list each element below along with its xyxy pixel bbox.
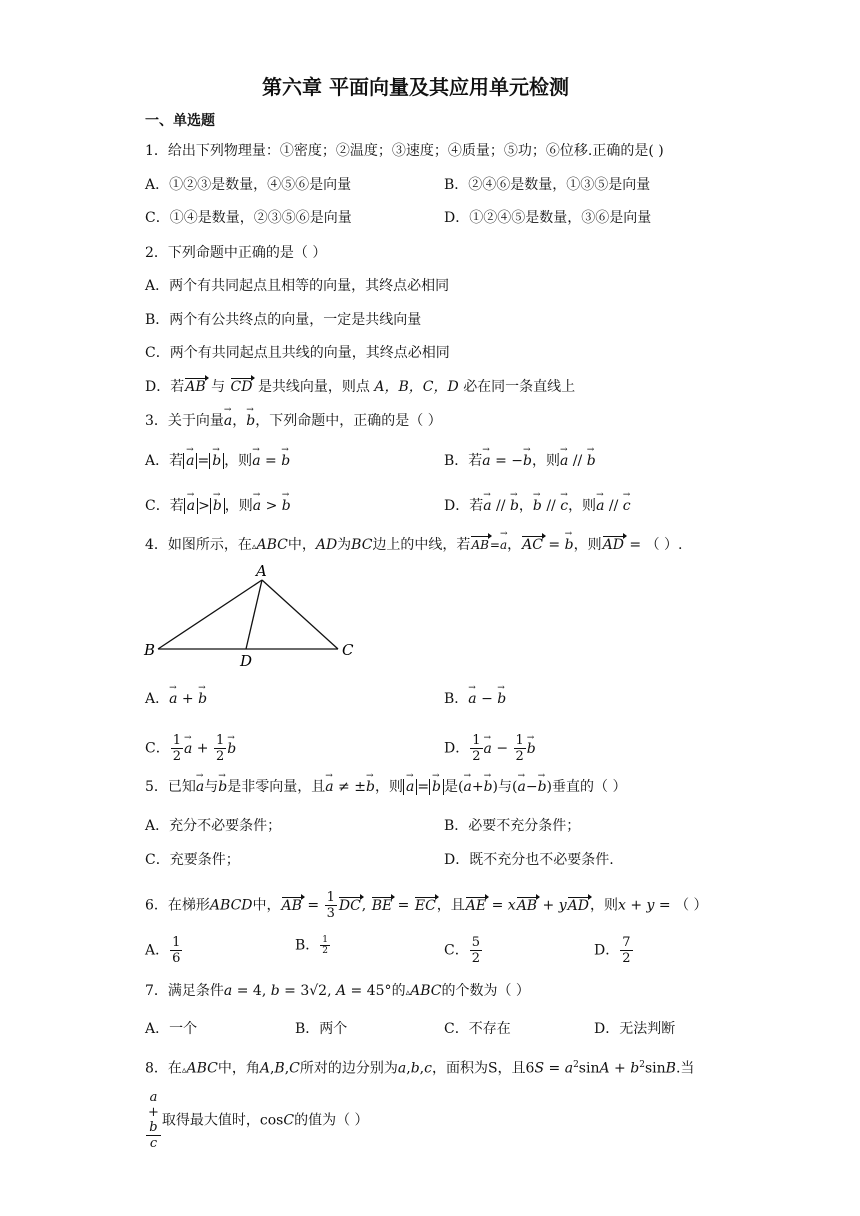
label-c: C (342, 641, 354, 659)
q2-option-c: C．两个有共同起点且共线的向量，其终点必相同 (145, 345, 450, 361)
q1-option-c: C．①④是数量，②③⑤⑥是向量 (145, 210, 352, 226)
q8-line2: a + b c 取得最大值时，cosC的值为（ ） (148, 1090, 369, 1151)
triangle-figure (140, 560, 370, 670)
q4-option-d: D． $\frac{1}{2}$ → a − $\frac{1}{2}$ → b (444, 733, 536, 764)
median-ad (246, 580, 262, 649)
q6-option-d: D． $\frac{7}{2}$ (594, 935, 631, 966)
q1-stem: 1．给出下列物理量：①密度；②温度；③速度；④质量；⑤功；⑥位移.正确的是( ) (145, 143, 664, 159)
page-title: 第六章 平面向量及其应用单元检测 (262, 75, 569, 99)
q3-option-d: D．若→ a // → b，→ b // → c，则→ a // → c (444, 497, 631, 515)
q5-stem: 5．已知→ a与→ b是非零向量，且→ a ≠ ±→ b，则→ a =→ b 是(→ a+→ b)与(→ a−→ b)垂直的（ ） (145, 778, 626, 796)
side-ac (262, 580, 338, 649)
q7-option-c: C．不存在 (444, 1021, 511, 1037)
q1-option-d: D．①②④⑤是数量，③⑥是向量 (444, 210, 652, 226)
label-a: A (256, 562, 267, 580)
q3-option-a: A．若→ a =→ b ，则→ a = → b (145, 452, 290, 470)
q7-option-a: A．一个 (145, 1021, 198, 1037)
q1-option-b: B．②④⑥是数量，①③⑤是向量 (444, 177, 651, 193)
q7-option-b: B．两个 (295, 1021, 348, 1037)
q2-option-b: B．两个有公共终点的向量，一定是共线向量 (145, 312, 422, 328)
label-d: D (240, 652, 253, 670)
q7-option-d: D．无法判断 (594, 1021, 676, 1037)
q3-option-c: C．若→ a >→ b ，则→ a > → b (145, 497, 291, 515)
q4-stem: 4．如图所示，在▵ABC中，AD为BC边上的中线，若AB=→ a，AC = → b，则AD = （ ）. (145, 536, 682, 556)
q6-option-a: A． $\frac{1}{6}$ (145, 935, 181, 966)
q5-option-c: C．充要条件； (145, 852, 240, 868)
q5-option-b: B．必要不充分条件； (444, 818, 581, 834)
q3-stem: 3．关于向量→ a，→ b，下列命题中，正确的是（ ） (145, 412, 442, 430)
q6-option-b: B． $\frac{1}{2}$ (295, 935, 329, 956)
q5-option-d: D．既不充分也不必要条件. (444, 852, 614, 868)
section-heading: 一、单选题 (145, 113, 215, 129)
q2-option-a: A．两个有共同起点且相等的向量，其终点必相同 (145, 278, 450, 294)
q8-stem: 8．在▵ABC中，角A,B,C所对的边分别为a,b,c，面积为S，且$6S = a^2\sin A + b^2\sin B$.当 (145, 1060, 695, 1077)
q4-option-c: C． $\frac{1}{2}$ → a + $\frac{1}{2}$ → b (145, 733, 236, 764)
q1-option-a: A．①②③是数量，④⑤⑥是向量 (145, 177, 352, 193)
q7-stem: 7．满足条件a = 4, b = 3√2, A = 45°的▵ABC的个数为（ ） (145, 983, 530, 999)
q5-option-a: A．充分不必要条件； (145, 818, 282, 834)
label-b: B (144, 641, 156, 659)
q4-option-a: A．→ a + → b (145, 690, 207, 708)
q2-option-d: D．若AB 与 CD 是共线向量，则点 A，B，C，D 必在同一条直线上 (145, 379, 576, 395)
q6-option-c: C． $\frac{5}{2}$ (444, 935, 480, 966)
q3-option-b: B．若→ a = −→ b，则→ a // → b (444, 452, 596, 470)
side-ab (158, 580, 262, 649)
q6-stem: 6．在梯形ABCD中，AB = $\frac{1}{3}$ DC, BE = EC，且AE = xAB + yAD，则x + y = （ ） (145, 890, 708, 921)
q2-stem: 2．下列命题中正确的是（ ） (145, 245, 327, 261)
q4-option-b: B．→ a − → b (444, 690, 506, 708)
